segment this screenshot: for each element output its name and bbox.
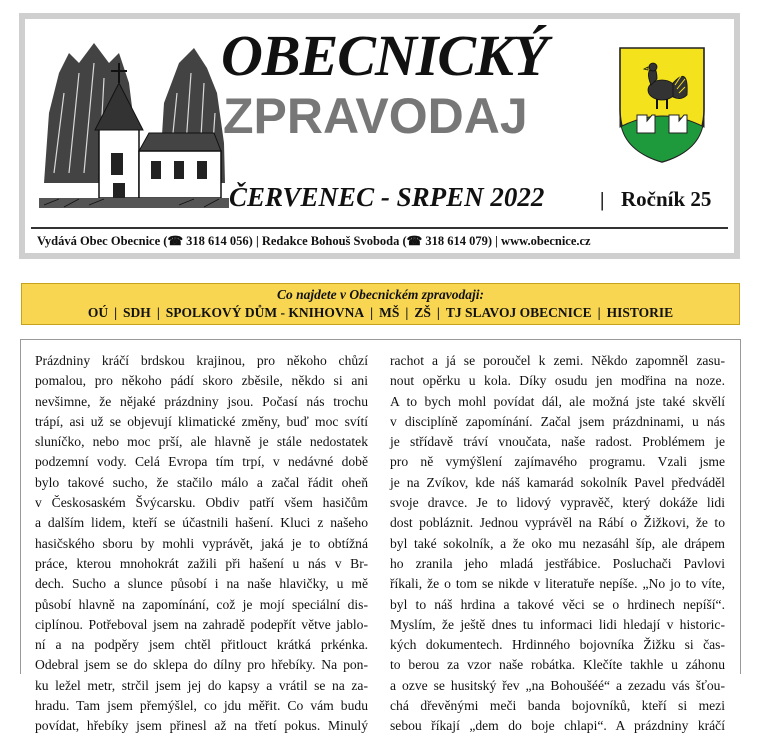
text-line: byl také sokolník, a že oko mu nezasáhl šíp, ale drápem bbox=[390, 535, 725, 551]
text-line: ciplínou. Potřeboval jsem na zahradě podepřít větve jablo- bbox=[35, 616, 368, 632]
text-line: a ozve se husitský řev „na Bohoušéé“ a zezadu vás šťou- bbox=[390, 677, 725, 693]
editor-phone: (☎ 318 614 079) bbox=[402, 234, 493, 248]
text-line: hradu. Tam jsem přemýšlel, co jdu měřit. Co vám budu bbox=[35, 698, 368, 714]
text-line: pro ně vymýšlení zajímavého programu. Vzali jsme bbox=[390, 454, 725, 470]
text-line: rachot a já se poroučel k zemi. Někdo zapomněl zasu- bbox=[390, 353, 725, 368]
text-line: ku ležel metr, strčil jsem jej do kapsy a vrátil se na za- bbox=[35, 677, 368, 693]
text-line: kých dokumentech. Hrdinného bojovníka Žižku si čas- bbox=[390, 637, 725, 653]
volume-number: Ročník 25 bbox=[621, 187, 712, 211]
text-line: je střídavě tráví vnoučata, naše radost. Problémem je bbox=[390, 434, 725, 450]
text-line: ho zranila jeho mladá jestřábice. Posluchači Pavlovi bbox=[390, 555, 725, 571]
toc-item-tj-slavoj[interactable]: TJ SLAVOJ OBECNICE bbox=[445, 305, 592, 320]
text-line: dost pobláznit. Jednou vyprávěl na Rábí o Žižkovi, že to bbox=[390, 515, 725, 531]
article-column-1 bbox=[35, 351, 368, 737]
text-line: chá dřevěnými meči banda bojovníků, kteří si mezi bbox=[390, 698, 725, 714]
text-line: byl to náš hrdina a takové věci se o hrdinech nepíší“. bbox=[390, 596, 725, 612]
text-line: říkali, že o tom se nikde v literatuře nepíše. „No jo to víte, bbox=[390, 576, 725, 592]
text-line: sebou říkají „dem do boje chlapi“. A prázdniny kráčí bbox=[390, 718, 725, 734]
masthead bbox=[19, 13, 740, 259]
toc-items: OÚ | SDH | SPOLKOVÝ DŮM - KNIHOVNA | MŠ | ZŠ | TJ SLAVOJ OBECNICE | HISTORIE bbox=[87, 305, 674, 320]
toc-item-spolkovy-dum[interactable]: SPOLKOVÝ DŮM - KNIHOVNA bbox=[165, 305, 365, 320]
publisher-phone: (☎ 318 614 056) bbox=[163, 234, 253, 248]
masthead-inner bbox=[25, 19, 734, 253]
text-line: hasičského sboru by mohli vyprávět, jaká je to obtížná bbox=[35, 535, 368, 551]
text-line: pomalou, pro někoho pádí skoro zběsile, někdo si ani bbox=[35, 373, 368, 389]
text-line: práce, kterou mnohokrát zažili při hašení u nás v Br- bbox=[35, 555, 368, 571]
contact-separator: | bbox=[255, 234, 259, 248]
text-line: Odebral jsem se do sklepa do dílny pro hřebíky. Na pon- bbox=[35, 657, 368, 673]
text-line: dech. Sucho a slunce působí i na naše hlavičky, u mě bbox=[35, 576, 368, 592]
contact-divider bbox=[31, 227, 728, 229]
text-line: v Českosaském Švýcarsku. Obdiv patří všem hasičům bbox=[35, 495, 368, 511]
toc-item-ms[interactable]: MŠ bbox=[379, 305, 400, 320]
text-line: sluníčko, nebo moc prší, ale hlavně je stále nedostatek bbox=[35, 434, 368, 450]
editor: Redakce Bohouš Svoboda bbox=[261, 234, 400, 248]
toc-item-zs[interactable]: ZŠ bbox=[414, 305, 431, 320]
masthead-separator: | bbox=[600, 189, 605, 211]
text-line: svoje dravce. Je to lidový vypravěč, který dokáže lidi bbox=[390, 495, 725, 511]
contact-line bbox=[37, 233, 591, 249]
article-box bbox=[20, 339, 741, 734]
toc-heading: Co najdete v Obecnickém zpravodaji: bbox=[277, 287, 484, 302]
contact-separator-2: | bbox=[495, 234, 498, 248]
website-link[interactable]: www.obecnice.cz bbox=[501, 234, 591, 248]
text-line: a dalším lidem, kteří se účastnili hašení. Kluci z našeho bbox=[35, 515, 368, 531]
table-of-contents bbox=[21, 283, 740, 325]
issue-date: ČERVENEC - SRPEN 2022 bbox=[229, 182, 545, 212]
text-line: A to bych mohl povídat dál, ale možná jste také skvělí bbox=[390, 393, 725, 409]
text-line: je na Zvíkov, kde náš kamarád sokolník Pavel předváděl bbox=[390, 474, 725, 490]
text-line: povídat, hřebíky jsem přinesl až na třetí pokus. Minulý bbox=[35, 718, 368, 734]
text-line: Myslím, že ještě dnes tu informaci lidi hledají v historic- bbox=[390, 616, 725, 632]
toc-item-historie[interactable]: HISTORIE bbox=[606, 305, 674, 320]
text-line: to berou za vzor naše robátka. Klečíte takhle u záhonu bbox=[390, 657, 725, 673]
newsletter-title-line1: OBECNICKÝ bbox=[221, 23, 548, 88]
publisher: Vydává Obec Obecnice bbox=[37, 234, 161, 248]
text-line: Prázdniny kráčí brdskou krajinou, pro někoho chůzí bbox=[35, 353, 368, 368]
text-line: nevšimne, že nějaké prázdniny jsou. Počasí nás trochu bbox=[35, 393, 368, 409]
text-line: podzemní vody. Celá Evropa tím trpí, v nedávné době bbox=[35, 454, 368, 470]
newsletter-title-line2: ZPRAVODAJ bbox=[223, 88, 528, 144]
toc-item-ou[interactable]: OÚ bbox=[87, 305, 109, 320]
text-line: ní a na podpěry jsem chtěl přitlouct krátká prkénka. bbox=[35, 637, 368, 653]
text-line: bylo takové sucho, že stačilo málo a začal řádit oheň bbox=[35, 474, 368, 490]
coat-of-arms-icon bbox=[617, 45, 707, 165]
toc-item-sdh[interactable]: SDH bbox=[123, 305, 151, 320]
church-illustration bbox=[39, 33, 229, 213]
text-line: trápí, asi už se objevují klimatické změny, buď moc svítí bbox=[35, 413, 368, 429]
text-line: v disciplíně zapomínání. Začal jsem prázdninami, u nás bbox=[390, 413, 725, 429]
article-column-2 bbox=[390, 351, 725, 737]
text-line: nout opěrku u kola. Díky osudu jen modřina na noze. bbox=[390, 373, 725, 389]
text-line: působí hlavně na zapomínání, což je mojí speciální dis- bbox=[35, 596, 368, 612]
